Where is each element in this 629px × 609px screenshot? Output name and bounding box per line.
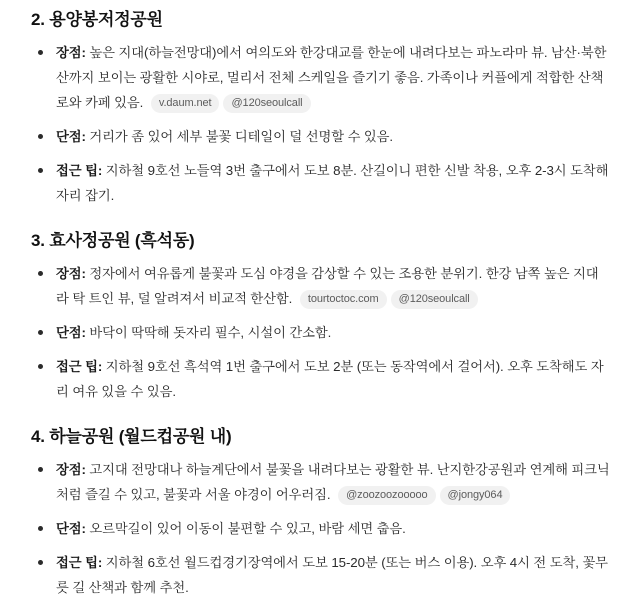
item-label: 장점: (56, 45, 86, 60)
section-list-hyosajeong (31, 261, 611, 404)
item-text: 고지대 전망대나 하늘계단에서 불꽃을 내려다보는 광활한 뷰. 난지한강공원과 연계해 피크닉처럼 즐길 수 있고, 불꽃과 서울 야경이 어우러짐. (56, 462, 610, 502)
list-item-access-tip (31, 354, 611, 404)
source-chip[interactable]: tourtoctoc.com (300, 290, 387, 309)
item-label: 접근 팁: (56, 163, 103, 178)
source-chip[interactable]: @zoozoozooooo (338, 486, 435, 505)
source-chip[interactable]: @jongy064 (440, 486, 511, 505)
item-text: 높은 지대(하늘전망대)에서 여의도와 한강대교를 한눈에 내려다보는 파노라마 뷰. 남산·북한산까지 보이는 광활한 시야로, 멀리서 전체 스케일을 즐기기 좋음. 가족이나 커플에게 적합한 산책로와 카페 있음. (56, 45, 607, 110)
list-item-cons (31, 516, 611, 541)
item-text: 거리가 좀 있어 세부 불꽃 디테일이 덜 선명할 수 있음. (85, 129, 394, 144)
section-list-yongyangbongjeojeong (31, 40, 611, 208)
source-chip[interactable]: v.daum.net (151, 94, 220, 113)
list-item-cons (31, 320, 611, 345)
item-text: 바닥이 딱딱해 돗자리 필수, 시설이 간소함. (85, 325, 332, 340)
item-label: 단점: (56, 521, 86, 536)
list-item-access-tip (31, 550, 611, 600)
section-list-haneul-park (31, 457, 611, 600)
section-title-hyosajeong: 3. 효사정공원 (흑석동) (31, 231, 195, 250)
source-chip[interactable]: @120seoulcall (391, 290, 478, 309)
item-text: 정자에서 여유롭게 불꽃과 도심 야경을 감상할 수 있는 조용한 분위기. 한강 남쪽 높은 지대라 탁 트인 뷰, 덜 알려져서 비교적 한산함. (56, 266, 599, 306)
item-text: 오르막길이 있어 이동이 불편할 수 있고, 바람 세면 춥음. (85, 521, 406, 536)
item-label: 접근 팁: (56, 359, 103, 374)
item-text: 지하철 9호선 흑석역 1번 출구에서 도보 2분 (또는 동작역에서 걸어서). 오후 도착해도 자리 여유 있을 수 있음. (56, 359, 604, 399)
item-label: 단점: (56, 129, 86, 144)
item-label: 접근 팁: (56, 555, 103, 570)
list-item-cons (31, 124, 611, 149)
source-chip[interactable]: @120seoulcall (223, 94, 310, 113)
list-item-pros (31, 261, 611, 311)
item-label: 단점: (56, 325, 86, 340)
item-label: 장점: (56, 462, 86, 477)
section-title-yongyangbongjeojeong: 2. 용양봉저정공원 (31, 10, 163, 29)
list-item-access-tip (31, 158, 611, 208)
item-label: 장점: (56, 266, 86, 281)
list-item-pros (31, 457, 611, 507)
item-text: 지하철 6호선 월드컵경기장역에서 도보 15-20분 (또는 버스 이용). 오후 4시 전 도착, 꽃무릇 길 산책과 함께 추천. (56, 555, 608, 595)
section-title-haneul-park: 4. 하늘공원 (월드컵공원 내) (31, 427, 232, 446)
item-text: 지하철 9호선 노들역 3번 출구에서 도보 8분. 산길이니 편한 신발 착용, 오후 2-3시 도착해 자리 잡기. (56, 163, 609, 203)
list-item-pros (31, 40, 611, 115)
